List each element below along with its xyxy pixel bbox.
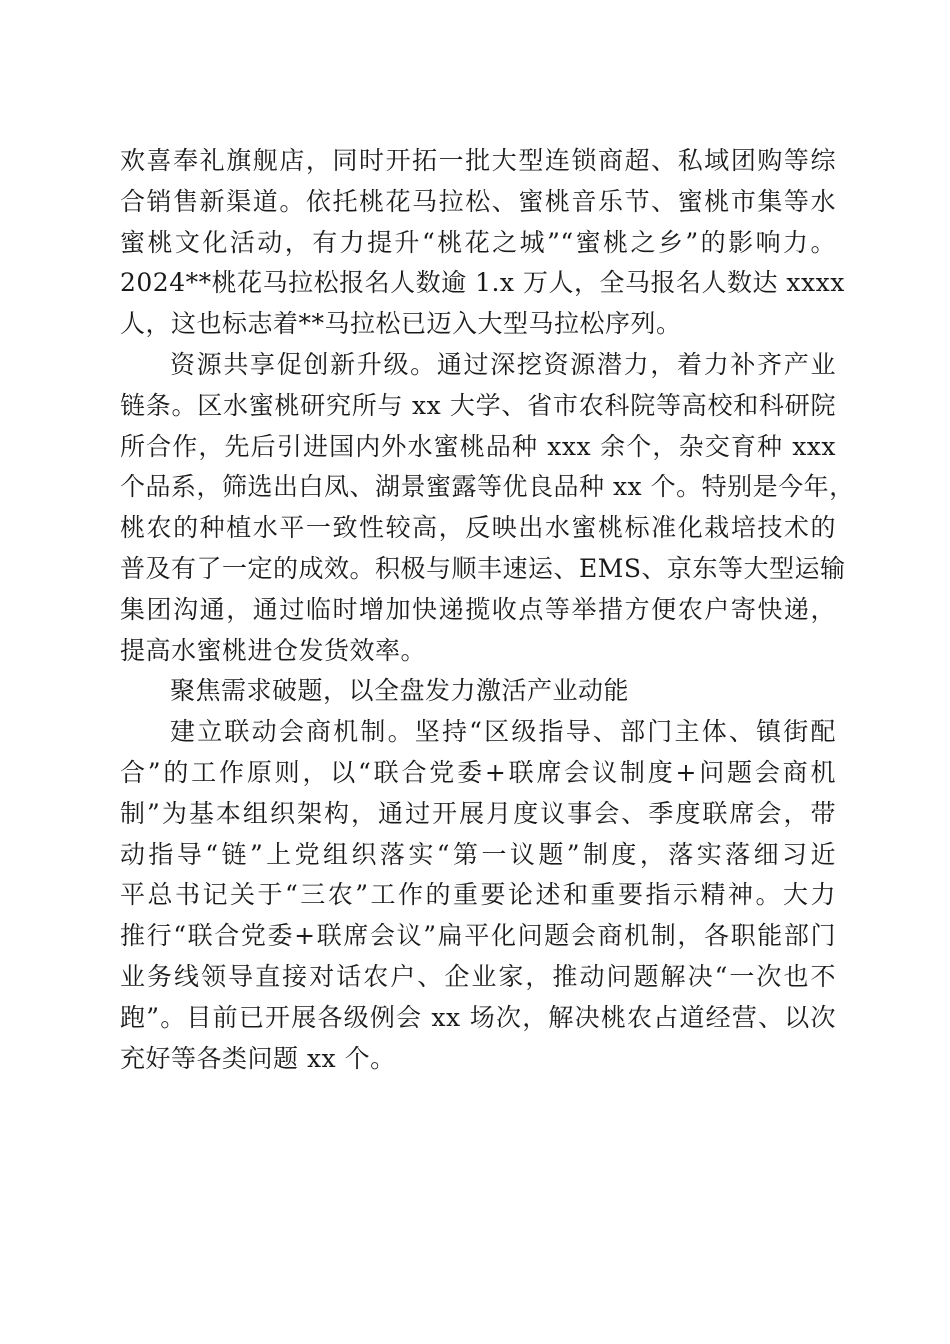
text-line: 欢喜奉礼旗舰店，同时开拓一批大型连锁商超、私域团购等综 [120,146,836,175]
heading-line: 聚焦需求破题，以全盘发力激活产业动能 [170,676,630,706]
text-line: 桃农的种植水平一致性较高，反映出水蜜桃标准化栽培技术的 [120,513,836,543]
text-line: 蜜桃文化活动，有力提升“桃花之城”“蜜桃之乡”的影响力。 [120,227,836,257]
text-line: 普及有了一定的成效。积极与顺丰速运、EMS、京东等大型运输 [120,553,846,583]
section-heading [120,671,836,712]
text-line: 提高水蜜桃进仓发货效率。 [120,635,427,665]
text-line: 合”的工作原则，以“联合党委+联席会议制度+问题会商机 [120,757,836,787]
text-line: 充好等各类问题 xx 个。 [120,1043,396,1073]
text-line: 跑”。目前已开展各级例会 xx 场次，解决桃农占道经营、以次 [120,1002,836,1032]
text-line: 链条。区水蜜桃研究所与 xx 大学、省市农科院等高校和科研院 [120,390,836,420]
paragraph-sales-channels [120,141,845,345]
text-line: 动指导“链”上党组织落实“第一议题”制度，落实落细习近 [120,839,836,869]
text-line: 资源共享促创新升级。通过深挖资源潜力，着力补齐产业 [170,349,836,379]
text-line: 建立联动会商机制。坚持“区级指导、部门主体、镇街配 [170,717,836,747]
text-line: 制”为基本组织架构，通过开展月度议事会、季度联席会，带 [120,798,836,828]
text-line: 平总书记关于“三农”工作的重要论述和重要指示精神。大力 [120,880,836,910]
document-body [120,141,855,1079]
text-line: 个品系，筛选出白凤、湖景蜜露等优良品种 xx 个。特别是今年， [120,472,855,502]
paragraph-resource-sharing [120,345,855,671]
paragraph-consultation-mechanism [120,712,836,1079]
text-line: 集团沟通，通过临时增加快递揽收点等举措方便农户寄快递， [120,594,836,624]
text-line: 所合作，先后引进国内外水蜜桃品种 xxx 余个，杂交育种 xxx [120,431,836,461]
text-line: 人，这也标志着**马拉松已迈入大型马拉松序列。 [120,309,682,339]
text-line: 业务线领导直接对话农户、企业家，推动问题解决“一次也不 [120,961,836,991]
text-line: 合销售新渠道。依托桃花马拉松、蜜桃音乐节、蜜桃市集等水 [120,186,836,216]
text-line: 推行“联合党委+联席会议”扁平化问题会商机制，各职能部门 [120,921,836,951]
text-line: 2024**桃花马拉松报名人数逾 1.x 万人，全马报名人数达 xxxx [120,268,845,298]
